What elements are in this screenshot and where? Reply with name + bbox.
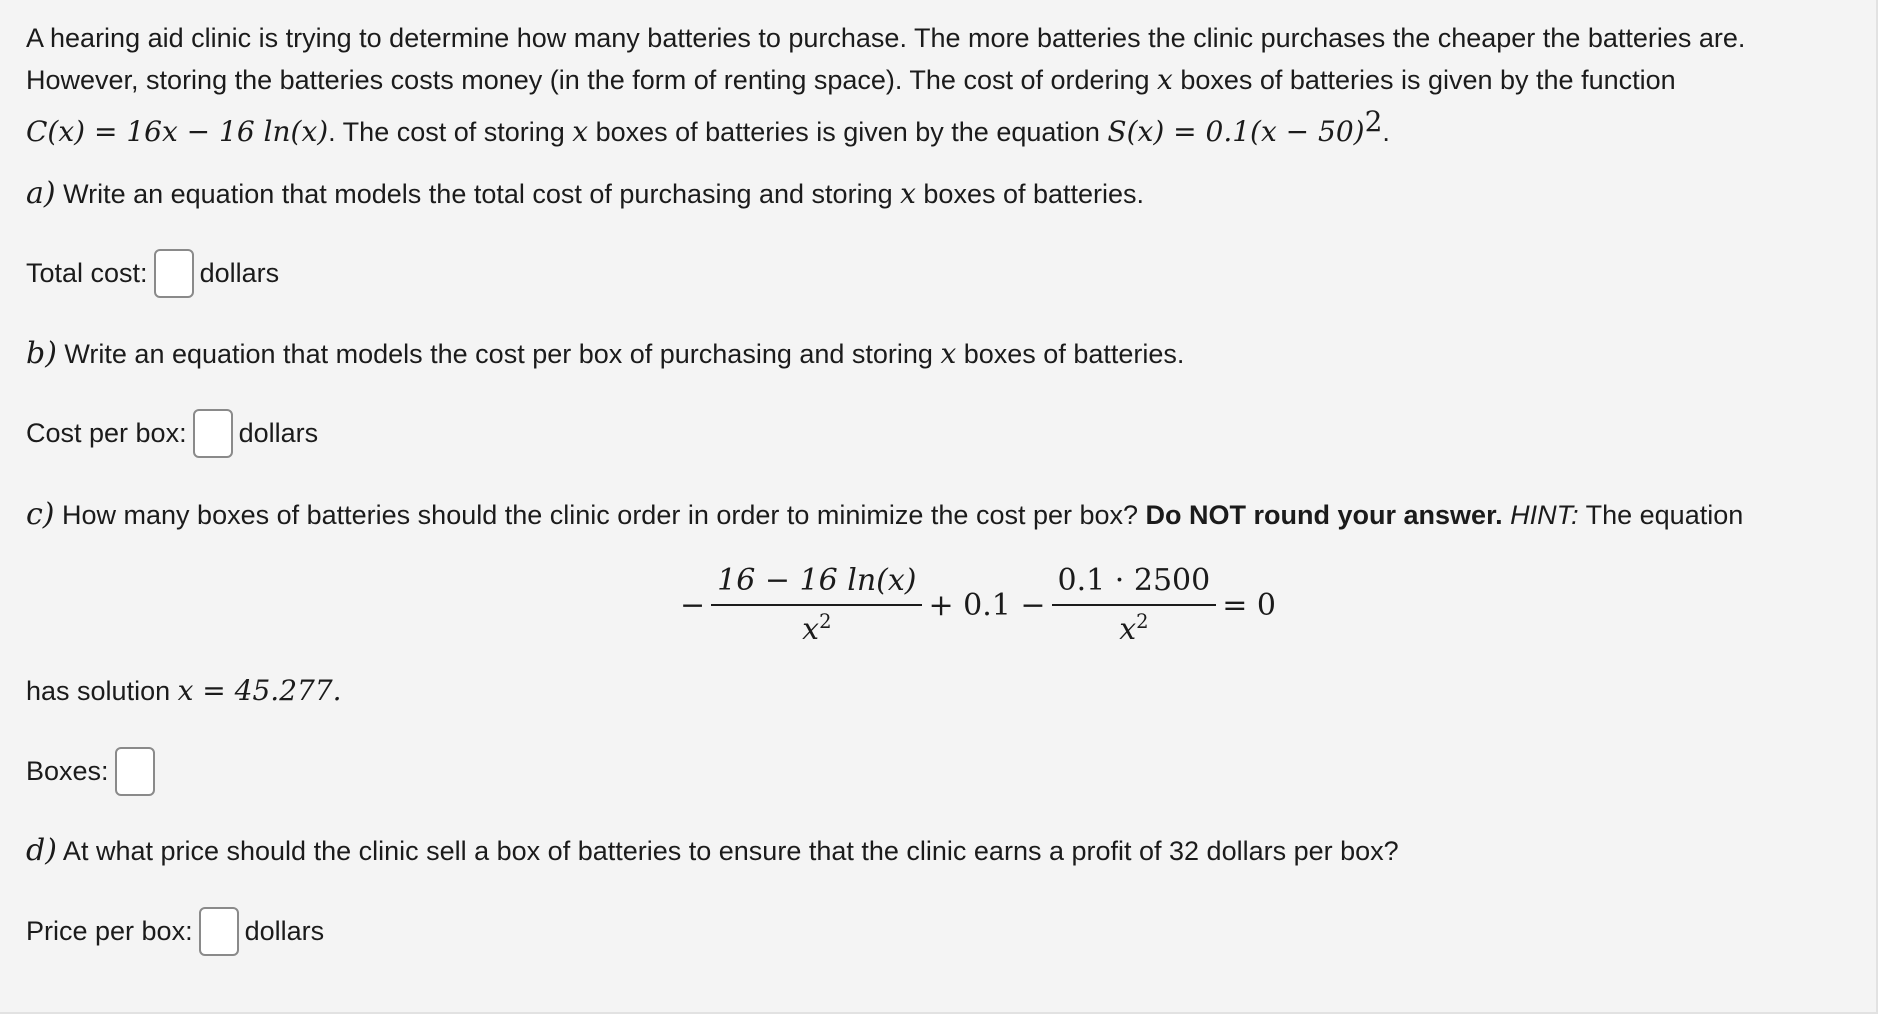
- intro-line-2a: However, storing the batteries costs money (in the form of renting space). The cost of ordering: [26, 65, 1158, 95]
- hint-text: The equation: [1578, 500, 1744, 530]
- boxes-row: [26, 743, 161, 799]
- part-a-text-end: boxes of batteries.: [915, 179, 1145, 209]
- part-b-question: [26, 333, 1856, 375]
- solution-text: [26, 670, 1856, 712]
- total-cost-input[interactable]: [154, 249, 194, 298]
- eq-numerator-2: 0.1 · 2500: [1052, 563, 1217, 606]
- eq-exponent-2: 2: [1136, 610, 1149, 633]
- part-c-question: [26, 494, 1856, 536]
- price-per-box-input[interactable]: [199, 907, 239, 956]
- var-x: x: [940, 337, 957, 370]
- eq-rhs: = 0: [1222, 587, 1276, 623]
- price-per-box-unit: dollars: [244, 915, 325, 946]
- hint-label: HINT:: [1510, 500, 1579, 530]
- storage-exponent: 2: [1364, 105, 1383, 138]
- eq-fraction-1: [711, 563, 922, 647]
- part-d-label: d): [26, 833, 57, 868]
- cost-per-box-row: [26, 405, 318, 461]
- part-b-text-end: boxes of batteries.: [956, 339, 1185, 369]
- eq-denominator-1: x: [802, 612, 820, 647]
- part-b-label: b): [26, 336, 57, 371]
- part-d-question: [26, 830, 1856, 872]
- var-x: x: [900, 177, 916, 210]
- total-cost-row: [26, 245, 279, 301]
- eq-exponent-1: 2: [819, 610, 832, 633]
- intro-text: [26, 18, 1856, 153]
- cost-per-box-input[interactable]: [193, 409, 233, 458]
- intro-line-3c: boxes of batteries is given by the equation: [588, 117, 1108, 147]
- cost-per-box-unit: dollars: [238, 417, 319, 448]
- part-b-text: Write an equation that models the cost per box of purchasing and storing: [56, 339, 941, 369]
- part-c-label: c): [26, 497, 55, 532]
- intro-line-3b: . The cost of storing: [328, 117, 573, 147]
- total-cost-label: Total cost:: [26, 257, 148, 288]
- part-d-text: At what price should the clinic sell a box of batteries to ensure that the clinic earns a profit of 32 dollars per box?: [56, 836, 1399, 866]
- no-round-note: Do NOT round your answer.: [1145, 500, 1503, 530]
- solution-prefix: has solution: [26, 676, 178, 706]
- total-cost-unit: dollars: [199, 257, 280, 288]
- eq-numerator-1: 16 − 16 ln(x): [711, 563, 922, 606]
- eq-fraction-2: [1052, 563, 1217, 647]
- storage-function: S(x) = 0.1(x − 50): [1107, 115, 1365, 148]
- period: .: [1382, 117, 1390, 147]
- var-x: x: [572, 115, 589, 148]
- intro-line-2b: boxes of batteries is given by the function: [1172, 65, 1676, 95]
- boxes-label: Boxes:: [26, 755, 109, 786]
- cost-function: C(x) = 16x − 16 ln(x): [26, 115, 329, 148]
- price-per-box-label: Price per box:: [26, 915, 193, 946]
- hint-equation: [680, 555, 1276, 655]
- eq-middle: + 0.1 −: [928, 587, 1046, 623]
- cost-per-box-label: Cost per box:: [26, 417, 187, 448]
- boxes-input[interactable]: [115, 747, 155, 796]
- part-a-text: Write an equation that models the total cost of purchasing and storing: [55, 179, 901, 209]
- price-per-box-row: [26, 903, 324, 959]
- part-a-question: [26, 173, 1856, 215]
- part-a-label: a): [26, 176, 56, 211]
- part-c-text: How many boxes of batteries should the clinic order in order to minimize the cost per box?: [54, 500, 1146, 530]
- var-x: x: [1157, 63, 1173, 96]
- intro-line-1: A hearing aid clinic is trying to determine how many batteries to purchase. The more batteries the clinic purchases the cheaper the batteries are.: [26, 23, 1746, 53]
- solution-value: x = 45.277.: [177, 674, 342, 707]
- eq-minus: −: [680, 587, 706, 623]
- eq-denominator-2: x: [1119, 612, 1137, 647]
